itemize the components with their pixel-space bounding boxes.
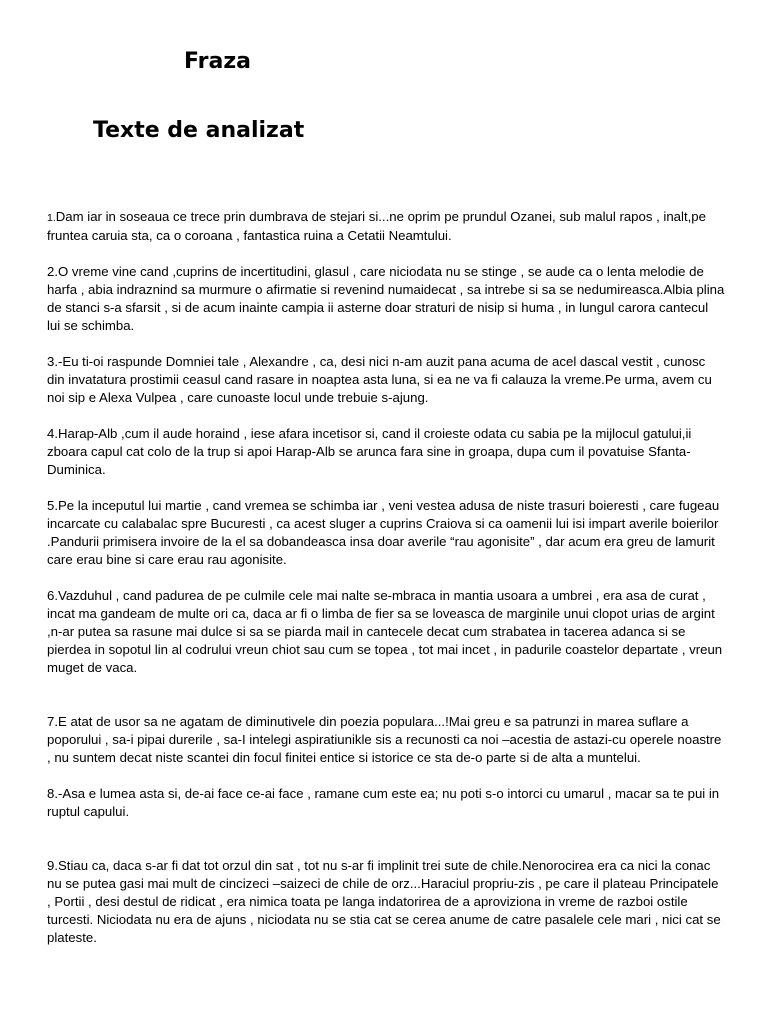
paragraph-7 bbox=[47, 713, 725, 767]
paragraph-4 bbox=[47, 425, 725, 479]
paragraph-text: Dam iar in soseaua ce trece prin dumbrava de stejari si...ne oprim pe prundul Ozanei, sub malul rapos , inalt,pe fruntea caruia sta, ca o coroana , fantastica ruina a Cetatii Neamtului. bbox=[47, 209, 706, 243]
paragraph-number: 8. bbox=[47, 786, 58, 801]
paragraph-text: O vreme vine cand ,cuprins de incertitudini, glasul , care niciodata nu se stinge , se aude ca o lenta melodie de harfa , abia indraznind sa murmure o afirmatie si revenind numaidecat , sa intrebe si sa se nedumireasca.Albia plina de stanci s-a sfarsit , si de acum inainte campia ii asterne doar straturi de nisip si huma , in lungul carora cantecul lui se schimba. bbox=[47, 264, 725, 333]
paragraph-5 bbox=[47, 497, 725, 569]
paragraph-text: E atat de usor sa ne agatam de diminutivele din poezia populara...!Mai greu e sa patrunzi in marea suflare a poporului , sa-i pipai durerile , sa-I intelegi aspiratiunikle sis a recunosti ca noi –acestia de astazi-cu operele noastre , nu suntem decat niste scantei din focul finitei entice si istorice ce sta de-o parte si de alta a muntelui. bbox=[47, 714, 722, 765]
paragraph-text: -Asa e lumea asta si, de-ai face ce-ai face , ramane cum este ea; nu poti s-o intorci cu umarul , macar sa te pui in ruptul capului. bbox=[47, 786, 720, 819]
paragraph-6 bbox=[47, 587, 725, 677]
paragraph-number: 7. bbox=[47, 714, 58, 729]
paragraph-text: Pe la inceputul lui martie , cand vremea se schimba iar , veni vestea adusa de niste trasuri boieresti , care fugeau incarcate cu calabalac spre Bucuresti , ca acest sluger a cuprins Craiova si ca oamenii lui isi impart averile boierilor .Pandurii primisera invoire de la el sa dobandeasca insa doar averile “rau agonisite” , dar acum era greu de lamurit care erau bine si care erau rau agonisite. bbox=[47, 498, 720, 567]
paragraph-number: 1. bbox=[47, 212, 56, 224]
paragraph-text: -Eu ti-oi raspunde Domniei tale , Alexandre , ca, desi nici n-am auzit pana acuma de acel dascal vestit , cunosc din invatatura prostimii ceasul cand rasare in noaptea asta luna, si ea ne va fi calauza la vreme.Pe urma, avem cu noi sip e Alexa Vulpea , care cunoaste locul unde trebuie s-ajung. bbox=[47, 354, 712, 405]
document-title: Fraza bbox=[184, 49, 251, 74]
paragraph-text: Stiau ca, daca s-ar fi dat tot orzul din sat , tot nu s-ar fi implinit trei sute de chile.Nenorocirea era ca nici la conac nu se putea gasi mai mult de cincizeci –saizeci de chile de orz...Haraciul propriu-zis , pe care il plateau Principatele , Portii , desi destul de ridicat , era nimica toata pe langa indatorirea de a aproviziona in vreme de razboi ostile turcesti. Niciodata nu era de ajuns , niciodata nu se stia cat se cerea anume de catre pasalele cele mari , nici cat se plateste. bbox=[47, 858, 721, 945]
document-subtitle: Texte de analizat bbox=[93, 118, 305, 143]
paragraph-9 bbox=[47, 857, 725, 947]
paragraph-number: 3. bbox=[47, 354, 58, 369]
paragraph-number: 2. bbox=[47, 264, 58, 279]
paragraph-number: 4. bbox=[47, 426, 58, 441]
paragraph-3 bbox=[47, 353, 725, 407]
paragraph-text: Harap-Alb ,cum il aude horaind , iese afara incetisor si, cand il croieste odata cu sabia pe la mijlocul gatului,ii zboara capul cat colo de la trup si apoi Harap-Alb se arunca fara sine in groapa, dupa cum il povatuise Sfanta-Duminica. bbox=[47, 426, 692, 477]
texts-list bbox=[47, 208, 725, 947]
paragraph-number: 6. bbox=[47, 588, 58, 603]
paragraph-number: 9. bbox=[47, 858, 58, 873]
paragraph-number: 5. bbox=[47, 498, 58, 513]
paragraph-text: Vazduhul , cand padurea de pe culmile cele mai nalte se-mbraca in mantia usoara a umbrei , era asa de curat , incat ma gandeam de multe ori ca, daca ar fi o limba de fier sa se loveasca de marginile unui clopot urias de argint ,n-ar putea sa rasune mai dulce si sa se piarda mail in cantecele decat cum strabatea in tacerea adanca si se pierdea in sopotul lin al codrului vreun chiot sau cum se topea , tot mai incet , in padurile coastelor departate , vreun muget de vaca. bbox=[47, 588, 723, 675]
paragraph-1 bbox=[47, 208, 725, 245]
paragraph-2 bbox=[47, 263, 725, 335]
paragraph-8 bbox=[47, 785, 725, 821]
